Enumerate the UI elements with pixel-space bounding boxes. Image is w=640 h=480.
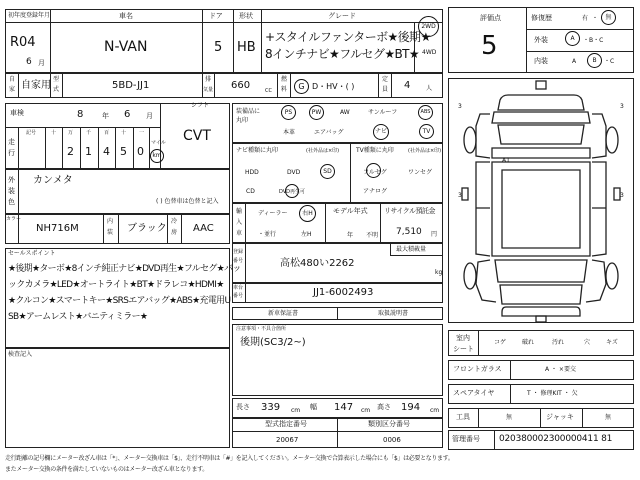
import-parallel: ・並行 xyxy=(258,231,277,238)
exterior-label-2: 装 xyxy=(8,187,15,195)
management-label: 管理番号 xyxy=(452,435,480,443)
exterior-grade-rest: ・B・C xyxy=(583,37,604,44)
first-reg-label: 初年度登録年月 xyxy=(8,12,51,19)
drive-alt: 4WD xyxy=(422,49,437,56)
equipment-block xyxy=(232,103,443,143)
inspection-year-unit: 年 xyxy=(102,112,109,120)
car-name-label: 車名 xyxy=(119,12,133,20)
tv-fullseg: フルセグ xyxy=(363,169,387,176)
navi-type-note: (社外品は×印) xyxy=(306,148,340,154)
fuel-label-2: 料 xyxy=(281,86,288,93)
recycle-label: リサイクル預託金 xyxy=(384,207,436,215)
mileage-unit-label: 一 xyxy=(139,130,145,136)
capacity: 4 xyxy=(404,80,411,91)
spare-label: スペアタイヤ xyxy=(453,389,495,397)
type-cert-label: 型式指定番号 xyxy=(265,420,307,428)
grade-line-2: 8インチナビ★フルセグ★BT★ xyxy=(265,47,419,61)
navi-sd: SD xyxy=(320,164,335,179)
tv-analog: アナログ xyxy=(363,188,388,195)
interior-sheet-label-2: シート xyxy=(453,345,474,353)
recycle-unit: 円 xyxy=(431,231,438,238)
navi-dvd: DVD xyxy=(287,169,301,176)
equipment-label-1: 装備品に xyxy=(236,108,261,115)
footer-line-1: 走行距離の記号欄にメーター改ざん車は「*」、メーター交換車は「$」、走行不明車は「#」を記入してください。メーター交換で合算表示した場合にも「$」は必要となります。 xyxy=(5,455,454,462)
class: 0006 xyxy=(383,436,401,444)
selling-points-label: セールスポイント xyxy=(8,250,56,257)
tools-label: 工具 xyxy=(456,413,470,421)
equipment-sunroof: サンルーフ xyxy=(368,109,398,116)
displacement-label-2: 気量 xyxy=(203,87,214,93)
capacity-label-2: 員 xyxy=(382,86,389,93)
import-label-1: 輸 xyxy=(236,208,243,215)
mileage-label-2: 行 xyxy=(8,149,15,157)
chassis-number: JJ1-6002493 xyxy=(313,287,374,298)
shape: HB xyxy=(237,40,256,55)
tools-value: 無 xyxy=(506,414,513,421)
exterior-grade-label: 外装 xyxy=(534,36,548,44)
interior-sheet-option: キズ xyxy=(606,339,618,346)
length-unit: cm xyxy=(291,407,301,414)
km-circled: km xyxy=(150,149,164,163)
recycle-value: 7,510 xyxy=(396,227,422,237)
registration-label-2: 番号 xyxy=(233,258,244,264)
shift-label: シフト xyxy=(191,102,210,109)
chassis-label-1: 車台 xyxy=(233,285,244,291)
repair-dot: ・ xyxy=(592,15,599,22)
windshield-label: フロントガラス xyxy=(453,365,502,373)
mileage-label-1: 走 xyxy=(8,138,15,146)
class-label: 類別区分番号 xyxy=(368,420,410,428)
import-right-h: 右H xyxy=(299,205,316,222)
mileage-unit-label: 十 xyxy=(51,130,57,136)
interior-sheet-option: 破れ xyxy=(522,339,535,346)
repair-label: 修復歴 xyxy=(531,14,552,22)
notes-text: 後期(SC3/2~) xyxy=(240,337,306,348)
inspection-label: 車検 xyxy=(10,109,24,117)
mileage-digit: 2 xyxy=(67,145,74,158)
navi-dvd-play-circle xyxy=(285,184,299,198)
mileage-digit: 5 xyxy=(120,145,127,158)
displacement-label-1: 排 xyxy=(205,76,212,83)
max-load-label: 最大積載量 xyxy=(396,246,427,253)
jack-value: 無 xyxy=(605,414,612,421)
score-value: 5 xyxy=(481,31,498,61)
shape-label: 形状 xyxy=(239,12,253,20)
grade-label: グレード xyxy=(328,12,356,20)
selling-points-line: ★後期★ターボ★8インチ純正ナビ★DVD再生★フルセグ★バッ xyxy=(8,264,241,274)
score-label: 評価点 xyxy=(480,14,501,22)
grade-line-1: +スタイルファンターボ★後期★ xyxy=(265,30,431,44)
equipment-abs: ABS xyxy=(418,105,433,120)
interior-color: ブラック xyxy=(127,223,167,234)
diagram-mark-3: 3 xyxy=(458,103,462,110)
equipment-ps: PS xyxy=(281,105,296,120)
type-cert: 20067 xyxy=(276,436,299,444)
equipment-navi: ナビ xyxy=(373,124,389,140)
interior-label-2: 装 xyxy=(107,229,114,236)
notes-block xyxy=(232,324,443,396)
windshield-value: A ・ ×要交 xyxy=(545,366,576,373)
shift: CVT xyxy=(183,128,211,144)
model-label-2: 式 xyxy=(53,86,60,93)
interior-grade-label: 内装 xyxy=(534,57,548,65)
equipment-leather: 本革 xyxy=(283,129,296,136)
chassis-label-2: 番号 xyxy=(233,293,244,299)
capacity-label-1: 定 xyxy=(382,76,389,83)
diagram-mark-3: 3 xyxy=(620,103,624,110)
inspection-month: 6 xyxy=(124,109,131,120)
mileage-unit-label: 百 xyxy=(104,130,110,136)
inspection-month-unit: 月 xyxy=(146,112,153,120)
height-unit: cm xyxy=(430,407,440,414)
selling-points-line: ックカメラ★LED★オートライト★BT★ドラレコ★HDMI★ xyxy=(8,280,224,290)
mileage-record-label: 記号 xyxy=(26,130,37,136)
interior-sheet-label-1: 室内 xyxy=(456,334,470,342)
mileage-unit-label: 万 xyxy=(68,130,74,136)
interior-label-1: 内 xyxy=(107,218,114,225)
selling-points-line: ★クルコン★スマートキー★SRSエアバッグ★ABS★充電用U xyxy=(8,296,231,306)
footer-line-2: またメーター交換の条件を満たしていないものはメーター改ざん車となります。 xyxy=(5,466,208,473)
height: 194 xyxy=(401,402,421,413)
first-reg-month: 6 xyxy=(26,57,32,67)
diagram-mark-a1: A1 xyxy=(502,157,510,164)
model-year-label: モデル年式 xyxy=(333,207,368,215)
exterior-grade-a: A xyxy=(565,31,580,46)
equipment-tv: TV xyxy=(419,124,434,139)
exterior-color: カンメタ xyxy=(33,175,73,186)
selling-points-line: SB★アームレスト★バニティミラー★ xyxy=(8,312,148,322)
color-code-label: カラー xyxy=(6,216,22,222)
model-label-1: 型 xyxy=(53,76,60,83)
repair-yes: 有 xyxy=(582,15,589,22)
tv-oneseg: ワンセグ xyxy=(408,169,433,176)
length-label: 長さ xyxy=(236,403,250,411)
registration-label-1: 登録 xyxy=(233,249,244,255)
tv-type-note: (社外品は×印) xyxy=(408,148,442,154)
equipment-aw: AW xyxy=(340,109,350,116)
tv-fullseg-circle xyxy=(366,163,381,178)
diagram-mark-3: 3 xyxy=(458,192,462,199)
ac-label-1: 冷 xyxy=(171,218,178,225)
equipment-pw: PW xyxy=(309,105,324,120)
ac: AAC xyxy=(193,223,214,234)
purpose-label-2: 家 xyxy=(9,86,16,93)
mileage-digit: 0 xyxy=(137,145,144,158)
doors: 5 xyxy=(214,40,223,55)
width-label: 幅 xyxy=(310,403,317,411)
inspector-block xyxy=(5,348,230,448)
interior-grade-a: A xyxy=(572,58,577,65)
model-year-unknown: 不明 xyxy=(366,232,379,239)
exterior-label-3: 色 xyxy=(8,198,15,206)
navi-cd: CD xyxy=(246,188,255,195)
management-number: 020380002300000411 81 xyxy=(499,434,613,444)
length: 339 xyxy=(261,402,281,413)
width: 147 xyxy=(334,402,354,413)
first-reg-month-unit: 月 xyxy=(38,59,45,67)
model: 5BD-JJ1 xyxy=(112,80,150,91)
diagram-mark-3: 3 xyxy=(620,192,624,199)
fuel-circled: G xyxy=(294,79,309,94)
equipment-airbag: エアバッグ xyxy=(314,129,344,136)
capacity-unit: 人 xyxy=(426,85,433,92)
mileage-digit: 4 xyxy=(103,145,110,158)
purpose-label-1: 自 xyxy=(9,76,16,83)
model-year-year: 年 xyxy=(347,232,354,239)
exterior-label-1: 外 xyxy=(8,176,15,184)
registration-plate: 高松480い2262 xyxy=(280,258,355,269)
car-name: N-VAN xyxy=(104,39,148,55)
interior-grade-c: ・C xyxy=(604,58,615,65)
ac-label-2: 房 xyxy=(171,229,178,236)
fuel-options: D・HV・( ) xyxy=(312,82,355,91)
new-car-warranty-label: 新車保証書 xyxy=(268,310,299,317)
mileage-unit-label: 千 xyxy=(86,130,92,136)
inspection-year: 8 xyxy=(77,109,84,120)
drive-circled: 2WD xyxy=(418,16,439,37)
interior-sheet-option: 汚れ xyxy=(552,339,565,346)
equipment-label-2: 丸印 xyxy=(236,117,249,124)
car-diagram xyxy=(448,78,634,323)
exterior-note: ( ) 色替車は色替と記入 xyxy=(156,198,219,205)
manual-label: 取扱説明書 xyxy=(378,310,409,317)
height-label: 高さ xyxy=(377,403,391,411)
spare-value: T ・ 修理KIT ・ 欠 xyxy=(527,390,578,397)
displacement: 660 xyxy=(231,80,251,91)
first-reg-year: R04 xyxy=(10,35,36,50)
interior-sheet-option: コゲ xyxy=(494,339,507,346)
tv-type-label: TV種類に丸印 xyxy=(356,147,394,154)
width-unit: cm xyxy=(361,407,371,414)
navi-hdd: HDD xyxy=(245,169,259,176)
mileage-digit: 1 xyxy=(85,145,92,158)
notes-label: 注意事項・不具合箇所 xyxy=(236,326,287,332)
color-code: NH716M xyxy=(36,223,79,234)
mileage-unit-label: 十 xyxy=(121,130,127,136)
displacement-unit: CC xyxy=(265,88,272,94)
import-label-3: 車 xyxy=(236,230,243,237)
door-label: ドア xyxy=(209,12,223,20)
import-left-h: 左H xyxy=(301,231,312,238)
mile-label: マイル xyxy=(151,140,166,146)
import-label-2: 入 xyxy=(236,219,243,226)
jack-label: ジャッキ xyxy=(546,413,574,421)
max-load-unit: kg xyxy=(435,269,443,276)
navi-type-label: ナビ種類に丸印 xyxy=(236,147,279,154)
interior-grade-b: B xyxy=(587,53,602,68)
import-dealer: ディーラー xyxy=(258,210,288,217)
fuel-label-1: 燃 xyxy=(281,76,288,83)
repair-no: 無 xyxy=(601,10,616,25)
interior-sheet-option: 穴 xyxy=(584,339,591,346)
inspector-label: 検査記入 xyxy=(8,351,33,358)
navi-dvd-play: DVD再生可 xyxy=(279,189,306,195)
purpose: 自家用 xyxy=(21,80,51,91)
